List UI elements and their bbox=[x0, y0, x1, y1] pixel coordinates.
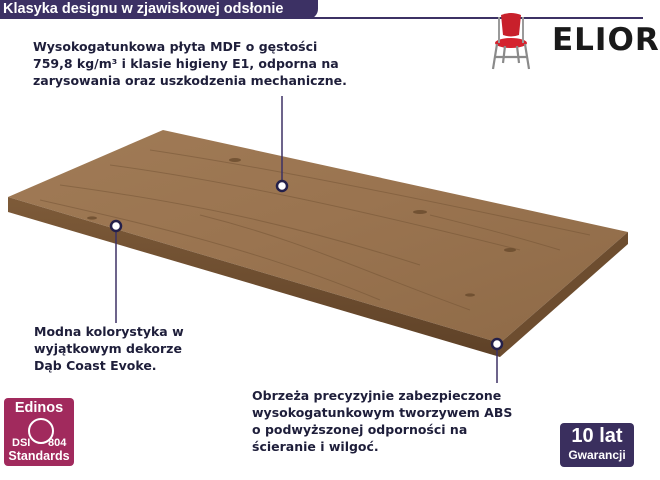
warranty-badge bbox=[560, 423, 634, 467]
callout-dot-mdf bbox=[277, 181, 287, 191]
callout-edges-line: ścieranie i wilgoć. bbox=[252, 439, 379, 454]
callout-edges-line: wysokogatunkowym tworzywem ABS bbox=[252, 405, 513, 420]
callout-mdf-line: zarysowania oraz uszkodzenia mechaniczne. bbox=[33, 73, 347, 88]
callout-color-line: wyjątkowym dekorze bbox=[34, 341, 182, 356]
callout-color-text bbox=[34, 323, 184, 374]
callout-mdf-text bbox=[33, 38, 347, 89]
edinos-title: Edinos bbox=[14, 400, 64, 416]
callout-mdf-line: 759,8 kg/m³ i klasie higieny E1, odporna na bbox=[33, 56, 339, 71]
callout-color-line: Dąb Coast Evoke. bbox=[34, 358, 157, 373]
callout-edges-line: Obrzeża precyzyjnie zabezpieczone bbox=[252, 388, 502, 403]
edinos-standards-badge bbox=[4, 398, 74, 466]
edinos-dsi: DSI bbox=[12, 437, 31, 449]
warranty-label: Gwarancji bbox=[568, 448, 626, 462]
callout-edges-line: o podwyższonej odporności na bbox=[252, 422, 468, 437]
edinos-standards-label: Standards bbox=[8, 449, 70, 463]
brand-logo-text: ELIOR bbox=[552, 22, 660, 58]
warranty-years: 10 lat bbox=[571, 425, 623, 447]
callout-mdf-line: Wysokogatunkowa płyta MDF o gęstości bbox=[33, 39, 318, 54]
page-title: Klasyka designu w zjawiskowej odsłonie bbox=[0, 0, 318, 19]
callout-edges-text bbox=[252, 387, 512, 455]
edinos-number: 804 bbox=[48, 437, 67, 449]
callout-color-line: Modna kolorystyka w bbox=[34, 324, 184, 339]
callout-dot-color bbox=[111, 221, 121, 231]
callout-dot-edges bbox=[492, 339, 502, 349]
